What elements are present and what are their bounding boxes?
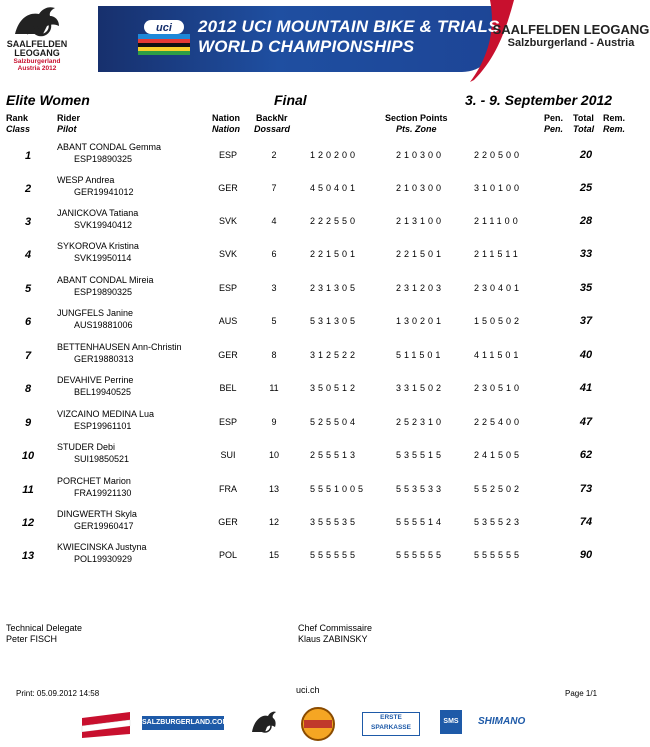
lap3-points: 230510	[474, 383, 523, 393]
header-banner	[0, 0, 650, 82]
result-row	[0, 375, 650, 412]
lap2-points: 252310	[396, 417, 445, 427]
deer-icon	[9, 4, 65, 40]
bib-cell: 10	[268, 450, 279, 460]
logo-line3: Salzburgerland	[13, 58, 61, 65]
rider-code: ESP19890325	[74, 154, 133, 164]
lap1-points: 221501	[310, 249, 359, 259]
nation-cell: BEL	[219, 383, 237, 393]
rider-code: FRA19921130	[74, 488, 132, 498]
col-pen: Pen.	[544, 113, 564, 123]
lap2-points: 553533	[396, 484, 445, 494]
rank-cell: 12	[21, 517, 35, 529]
technical-delegate	[6, 623, 82, 645]
nation-cell: SVK	[218, 249, 237, 259]
championship-title	[198, 17, 500, 57]
rider-code: AUS19881006	[74, 320, 133, 330]
bib-cell: 11	[269, 383, 279, 393]
page-number: Page 1/1	[565, 689, 598, 698]
col-nation-fr: Nation	[212, 124, 240, 134]
col-nation: Nation	[212, 113, 240, 123]
lap1-points: 450401	[310, 183, 359, 193]
bib-cell: 15	[268, 550, 279, 560]
bib-cell: 9	[271, 417, 277, 427]
nation-cell: GER	[218, 350, 238, 360]
rider-code: GER19941012	[74, 187, 134, 197]
venue-title	[492, 22, 650, 49]
rider-name: WESP Andrea	[57, 175, 115, 185]
rider-name: DEVAHIVE Perrine	[57, 375, 134, 385]
rider-code: SVK19950114	[74, 253, 132, 263]
salzburgerland-logo: SALZBURGERLAND.COM	[142, 716, 224, 730]
nation-cell: ESP	[218, 417, 237, 427]
lap3-points: 225400	[474, 417, 523, 427]
rider-code: ESP19890325	[74, 287, 133, 297]
bib-cell: 8	[271, 350, 277, 360]
title-line1: 2012 UCI MOUNTAIN BIKE & TRIALS	[198, 17, 500, 36]
col-rider: Rider	[57, 113, 81, 123]
total-cell: 47	[579, 416, 593, 428]
nation-cell: POL	[218, 550, 237, 560]
result-row	[0, 542, 650, 579]
col-section-points: Section Points	[385, 113, 448, 123]
lap1-points: 531305	[310, 316, 359, 326]
nation-cell: SVK	[218, 216, 237, 226]
rider-code: POL19930929	[74, 554, 133, 564]
lap2-points: 210300	[396, 150, 445, 160]
bib-cell: 13	[268, 484, 279, 494]
total-cell: 37	[579, 315, 593, 327]
rider-name: BETTENHAUSEN Ann-Christin	[57, 342, 182, 352]
lap1-points: 231305	[310, 283, 359, 293]
rider-code: ESP19961101	[74, 421, 132, 431]
lap1-points: 525504	[310, 417, 359, 427]
lap2-points: 555514	[396, 517, 445, 527]
rider-code: SVK19940412	[74, 220, 133, 230]
total-cell: 90	[579, 549, 593, 561]
rider-name: PORCHET Marion	[57, 476, 131, 486]
saalfelden-small-icon	[248, 708, 278, 738]
lap3-points: 555555	[474, 550, 523, 560]
nation-cell: SUI	[220, 450, 236, 460]
print-timestamp: Print: 05.09.2012 14:58	[16, 689, 100, 698]
bib-cell: 7	[271, 183, 277, 193]
rider-code: SUI19850521	[74, 454, 130, 464]
uci-logo-icon	[138, 20, 190, 60]
nation-cell: FRA	[219, 484, 237, 494]
lap3-points: 211100	[474, 216, 521, 226]
rider-name: JUNGFELS Janine	[57, 308, 134, 318]
rider-name: JANICKOVA Tatiana	[57, 208, 139, 218]
bib-cell: 3	[271, 283, 277, 293]
result-row	[0, 442, 650, 479]
lap1-points: 120200	[310, 150, 359, 160]
rank-cell: 3	[24, 216, 32, 228]
bikepark-icon	[298, 706, 338, 742]
rider-name: DINGWERTH Skyla	[57, 509, 137, 519]
col-pts-zone: Pts. Zone	[396, 124, 437, 134]
venue-line2: Salzburgerland - Austria	[507, 37, 635, 49]
lap3-points: 411501	[474, 350, 522, 360]
col-dossard: Dossard	[254, 124, 291, 134]
lap3-points: 211511	[474, 249, 521, 259]
col-pen-fr: Pen.	[544, 124, 564, 134]
rank-cell: 4	[24, 249, 32, 261]
rider-code: GER19880313	[74, 354, 134, 364]
lap1-points: 255513	[310, 450, 359, 460]
lap2-points: 210300	[396, 183, 445, 193]
lap2-points: 213100	[396, 216, 445, 226]
rank-cell: 13	[21, 550, 35, 562]
venue-line1: SAALFELDEN LEOGANG	[492, 22, 650, 37]
sms-logo: SMS	[440, 710, 462, 734]
result-row	[0, 308, 650, 345]
total-cell: 41	[579, 382, 593, 394]
bib-cell: 2	[271, 150, 277, 160]
rider-name: STUDER Debi	[57, 442, 116, 452]
rank-cell: 9	[24, 417, 32, 429]
rank-cell: 8	[24, 383, 32, 395]
lap2-points: 535515	[396, 450, 445, 460]
nation-cell: ESP	[218, 150, 237, 160]
total-cell: 62	[579, 449, 593, 461]
col-rem: Rem.	[603, 113, 626, 123]
rider-name: SYKOROVA Kristina	[57, 241, 139, 251]
lap1-points: 312522	[310, 350, 359, 360]
col-class: Class	[6, 124, 31, 134]
lap3-points: 241505	[474, 450, 523, 460]
lap3-points: 310100	[474, 183, 523, 193]
rank-cell: 7	[24, 350, 32, 362]
rank-cell: 10	[21, 450, 35, 462]
lap2-points: 511501	[396, 350, 444, 360]
col-total: Total	[573, 113, 594, 123]
saalfelden-leogang-logo	[4, 4, 70, 78]
lap3-points: 230401	[474, 283, 523, 293]
rank-cell: 11	[22, 484, 34, 496]
lap2-points: 231203	[396, 283, 445, 293]
result-row	[0, 241, 650, 278]
logo-line1: SAALFELDEN	[6, 39, 68, 49]
logo-line4: Austria 2012	[17, 65, 57, 72]
title-line2: WORLD CHAMPIONSHIPS	[198, 37, 415, 56]
lap2-points: 555555	[396, 550, 445, 560]
cc-name: Klaus ZABINSKY	[298, 634, 368, 644]
rider-name: KWIECINSKA Justyna	[57, 542, 147, 552]
total-cell: 20	[579, 149, 593, 161]
lap2-points: 130201	[396, 316, 445, 326]
lap2-points: 331502	[396, 383, 445, 393]
total-cell: 74	[579, 516, 593, 528]
shimano-logo: SHIMANO	[478, 716, 526, 727]
col-rank: Rank	[6, 113, 29, 123]
lap1-points: 222550	[310, 216, 359, 226]
total-cell: 25	[579, 182, 593, 194]
austria-flag-icon	[80, 710, 132, 738]
nation-cell: AUS	[218, 316, 238, 326]
chef-commissaire	[298, 623, 372, 645]
lap3-points: 150502	[474, 316, 523, 326]
rank-cell: 5	[24, 283, 32, 295]
sponsor-bar	[80, 706, 580, 742]
rider-name: ABANT CONDAL Mireia	[57, 275, 154, 285]
lap1-points: 555555	[310, 550, 359, 560]
rider-code: GER19960417	[74, 521, 134, 531]
total-cell: 28	[579, 215, 593, 227]
lap3-points: 535523	[474, 517, 523, 527]
rank-cell: 6	[24, 316, 32, 328]
nation-cell: GER	[218, 183, 238, 193]
lap3-points: 220500	[474, 150, 523, 160]
event-dates: 3. - 9. September 2012	[465, 92, 613, 108]
total-cell: 40	[579, 349, 593, 361]
nation-cell: ESP	[218, 283, 237, 293]
logo-line2: LEOGANG	[14, 48, 60, 58]
lap3-points: 552502	[474, 484, 523, 494]
rider-name: ABANT CONDAL Gemma	[57, 142, 162, 152]
td-title: Technical Delegate	[6, 623, 83, 633]
rider-name: VIZCAINO MEDINA Lua	[57, 409, 155, 419]
uci-site-link[interactable]: uci.ch	[296, 685, 320, 695]
rank-cell: 2	[24, 183, 32, 195]
total-cell: 33	[579, 248, 593, 260]
rider-code: BEL19940525	[74, 387, 132, 397]
erste-text: ERSTE	[380, 714, 402, 721]
bib-cell: 6	[271, 249, 277, 259]
total-cell: 73	[579, 483, 593, 495]
erste-sparkasse-logo	[362, 712, 420, 736]
bib-cell: 5	[271, 316, 277, 326]
td-name: Peter FISCH	[6, 634, 58, 644]
total-cell: 35	[579, 282, 593, 294]
lap1-points: 350512	[310, 383, 359, 393]
bib-cell: 12	[268, 517, 279, 527]
uci-badge-text: uci	[156, 22, 172, 34]
rank-cell: 1	[24, 150, 32, 162]
event-round: Final	[274, 92, 307, 108]
col-pilot: Pilot	[57, 124, 77, 134]
bib-cell: 4	[271, 216, 277, 226]
lap2-points: 221501	[396, 249, 445, 259]
col-total-fr: Total	[573, 124, 595, 134]
sparkasse-text: SPARKASSE	[371, 724, 411, 731]
col-rem-fr: Rem.	[603, 124, 626, 134]
lap1-points: 355535	[310, 517, 359, 527]
event-category: Elite Women	[6, 92, 90, 108]
nation-cell: GER	[218, 517, 238, 527]
col-backnr: BackNr	[256, 113, 288, 123]
lap1-points: 5551005	[310, 484, 367, 494]
cc-title: Chef Commissaire	[298, 623, 373, 633]
